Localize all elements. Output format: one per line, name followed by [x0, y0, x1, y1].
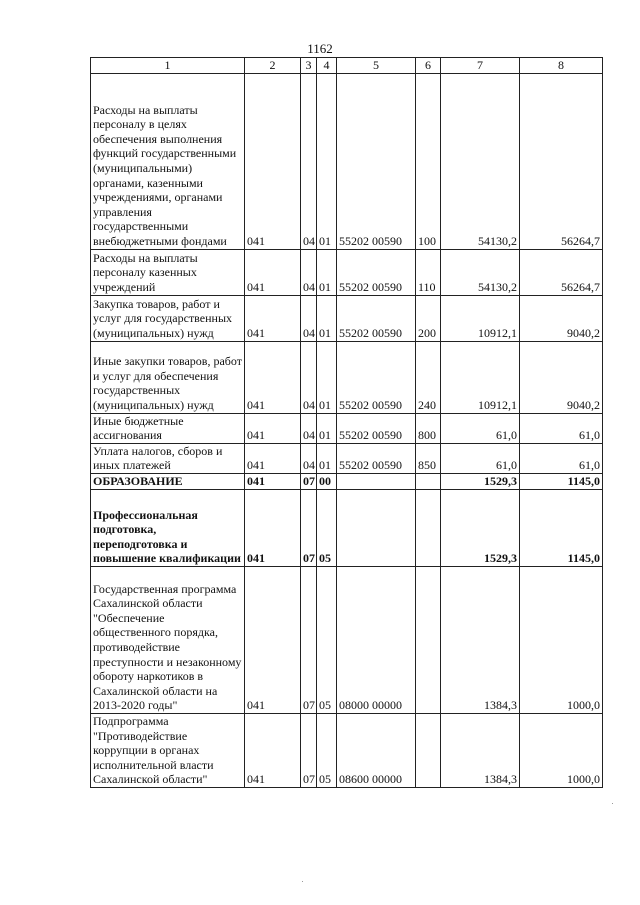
section-code: 04 — [301, 341, 317, 413]
sum-year-1: 1384,3 — [441, 566, 520, 713]
sum-year-1: 10912,1 — [441, 341, 520, 413]
row-name: ОБРАЗОВАНИЕ — [91, 473, 245, 489]
table-body — [91, 73, 603, 787]
target-article: 55202 00590 — [337, 341, 416, 413]
section-code: 07 — [301, 713, 317, 787]
sum-year-2: 1145,0 — [520, 489, 603, 566]
header-row — [91, 58, 603, 74]
subsection-code: 01 — [317, 249, 337, 295]
subsection-code: 01 — [317, 443, 337, 473]
column-header-2: 2 — [245, 58, 301, 74]
row-name: Иные бюджетные ассигнования — [91, 413, 245, 443]
target-article — [337, 473, 416, 489]
row-name: Расходы на выплаты персоналу казенных учреждений — [91, 249, 245, 295]
subsection-code: 01 — [317, 413, 337, 443]
table-row — [91, 489, 603, 566]
expense-type: 100 — [416, 73, 441, 249]
expense-type: 110 — [416, 249, 441, 295]
sum-year-1: 54130,2 — [441, 73, 520, 249]
sum-year-2: 1145,0 — [520, 473, 603, 489]
sum-year-1: 61,0 — [441, 413, 520, 443]
subsection-code: 05 — [317, 566, 337, 713]
sum-year-2: 1000,0 — [520, 713, 603, 787]
sum-year-1: 1529,3 — [441, 473, 520, 489]
column-header-7: 7 — [441, 58, 520, 74]
sum-year-2: 9040,2 — [520, 295, 603, 341]
section-code: 07 — [301, 473, 317, 489]
sum-year-1: 10912,1 — [441, 295, 520, 341]
sum-year-2: 61,0 — [520, 443, 603, 473]
expense-type: 850 — [416, 443, 441, 473]
row-name: Расходы на выплаты персоналу в целях обеспечения выполнения функций государственными (муниципальными) органами, казенными учреждениями, органами управления государственными внебюджетными фондами — [91, 73, 245, 249]
ved-code: 041 — [245, 341, 301, 413]
expense-type — [416, 473, 441, 489]
sum-year-1: 1529,3 — [441, 489, 520, 566]
section-code: 04 — [301, 295, 317, 341]
sum-year-2: 1000,0 — [520, 566, 603, 713]
column-header-8: 8 — [520, 58, 603, 74]
section-code: 07 — [301, 489, 317, 566]
sum-year-2: 56264,7 — [520, 249, 603, 295]
ved-code: 041 — [245, 713, 301, 787]
column-header-5: 5 — [337, 58, 416, 74]
expense-type — [416, 566, 441, 713]
expense-type — [416, 489, 441, 566]
target-article: 55202 00590 — [337, 443, 416, 473]
sum-year-1: 61,0 — [441, 443, 520, 473]
table-row — [91, 295, 603, 341]
target-article: 08000 00000 — [337, 566, 416, 713]
scan-speck — [612, 803, 613, 804]
section-code: 04 — [301, 249, 317, 295]
subsection-code: 05 — [317, 713, 337, 787]
row-name: Иные закупки товаров, работ и услуг для обеспечения государственных (муниципальных) нужд — [91, 341, 245, 413]
ved-code: 041 — [245, 473, 301, 489]
target-article: 55202 00590 — [337, 249, 416, 295]
section-code: 07 — [301, 566, 317, 713]
row-name: Профессиональная подготовка, переподготовка и повышение квалификации — [91, 489, 245, 566]
target-article: 55202 00590 — [337, 295, 416, 341]
target-article — [337, 489, 416, 566]
section-code: 04 — [301, 413, 317, 443]
page-number: 1162 — [307, 41, 333, 56]
ved-code: 041 — [245, 249, 301, 295]
sum-year-1: 1384,3 — [441, 713, 520, 787]
scan-speck — [302, 881, 303, 882]
sum-year-2: 61,0 — [520, 413, 603, 443]
ved-code: 041 — [245, 73, 301, 249]
section-code: 04 — [301, 73, 317, 249]
subsection-code: 00 — [317, 473, 337, 489]
table-row — [91, 73, 603, 249]
ved-code: 041 — [245, 413, 301, 443]
column-header-6: 6 — [416, 58, 441, 74]
sum-year-2: 9040,2 — [520, 341, 603, 413]
table-row — [91, 249, 603, 295]
ved-code: 041 — [245, 489, 301, 566]
table-row — [91, 443, 603, 473]
table-row — [91, 473, 603, 489]
table-row — [91, 341, 603, 413]
column-header-3: 3 — [301, 58, 317, 74]
table-row — [91, 566, 603, 713]
column-header-4: 4 — [317, 58, 337, 74]
row-name: Государственная программа Сахалинской области "Обеспечение общественного порядка, противодействие преступности и незаконному обороту наркотиков в Сахалинской области на 2013-2020 годы" — [91, 566, 245, 713]
sum-year-1: 54130,2 — [441, 249, 520, 295]
table-row — [91, 413, 603, 443]
subsection-code: 01 — [317, 341, 337, 413]
ved-code: 041 — [245, 443, 301, 473]
row-name: Уплата налогов, сборов и иных платежей — [91, 443, 245, 473]
row-name: Подпрограмма "Противодействие коррупции в органах исполнительной власти Сахалинской области" — [91, 713, 245, 787]
subsection-code: 01 — [317, 73, 337, 249]
subsection-code: 05 — [317, 489, 337, 566]
section-code: 04 — [301, 443, 317, 473]
table-row — [91, 713, 603, 787]
subsection-code: 01 — [317, 295, 337, 341]
target-article: 08600 00000 — [337, 713, 416, 787]
target-article: 55202 00590 — [337, 73, 416, 249]
expense-type: 200 — [416, 295, 441, 341]
expense-type: 800 — [416, 413, 441, 443]
ved-code: 041 — [245, 566, 301, 713]
expense-type: 240 — [416, 341, 441, 413]
row-name: Закупка товаров, работ и услуг для государственных (муниципальных) нужд — [91, 295, 245, 341]
target-article: 55202 00590 — [337, 413, 416, 443]
expense-type — [416, 713, 441, 787]
sum-year-2: 56264,7 — [520, 73, 603, 249]
budget-table — [90, 57, 603, 788]
ved-code: 041 — [245, 295, 301, 341]
column-header-1: 1 — [91, 58, 245, 74]
